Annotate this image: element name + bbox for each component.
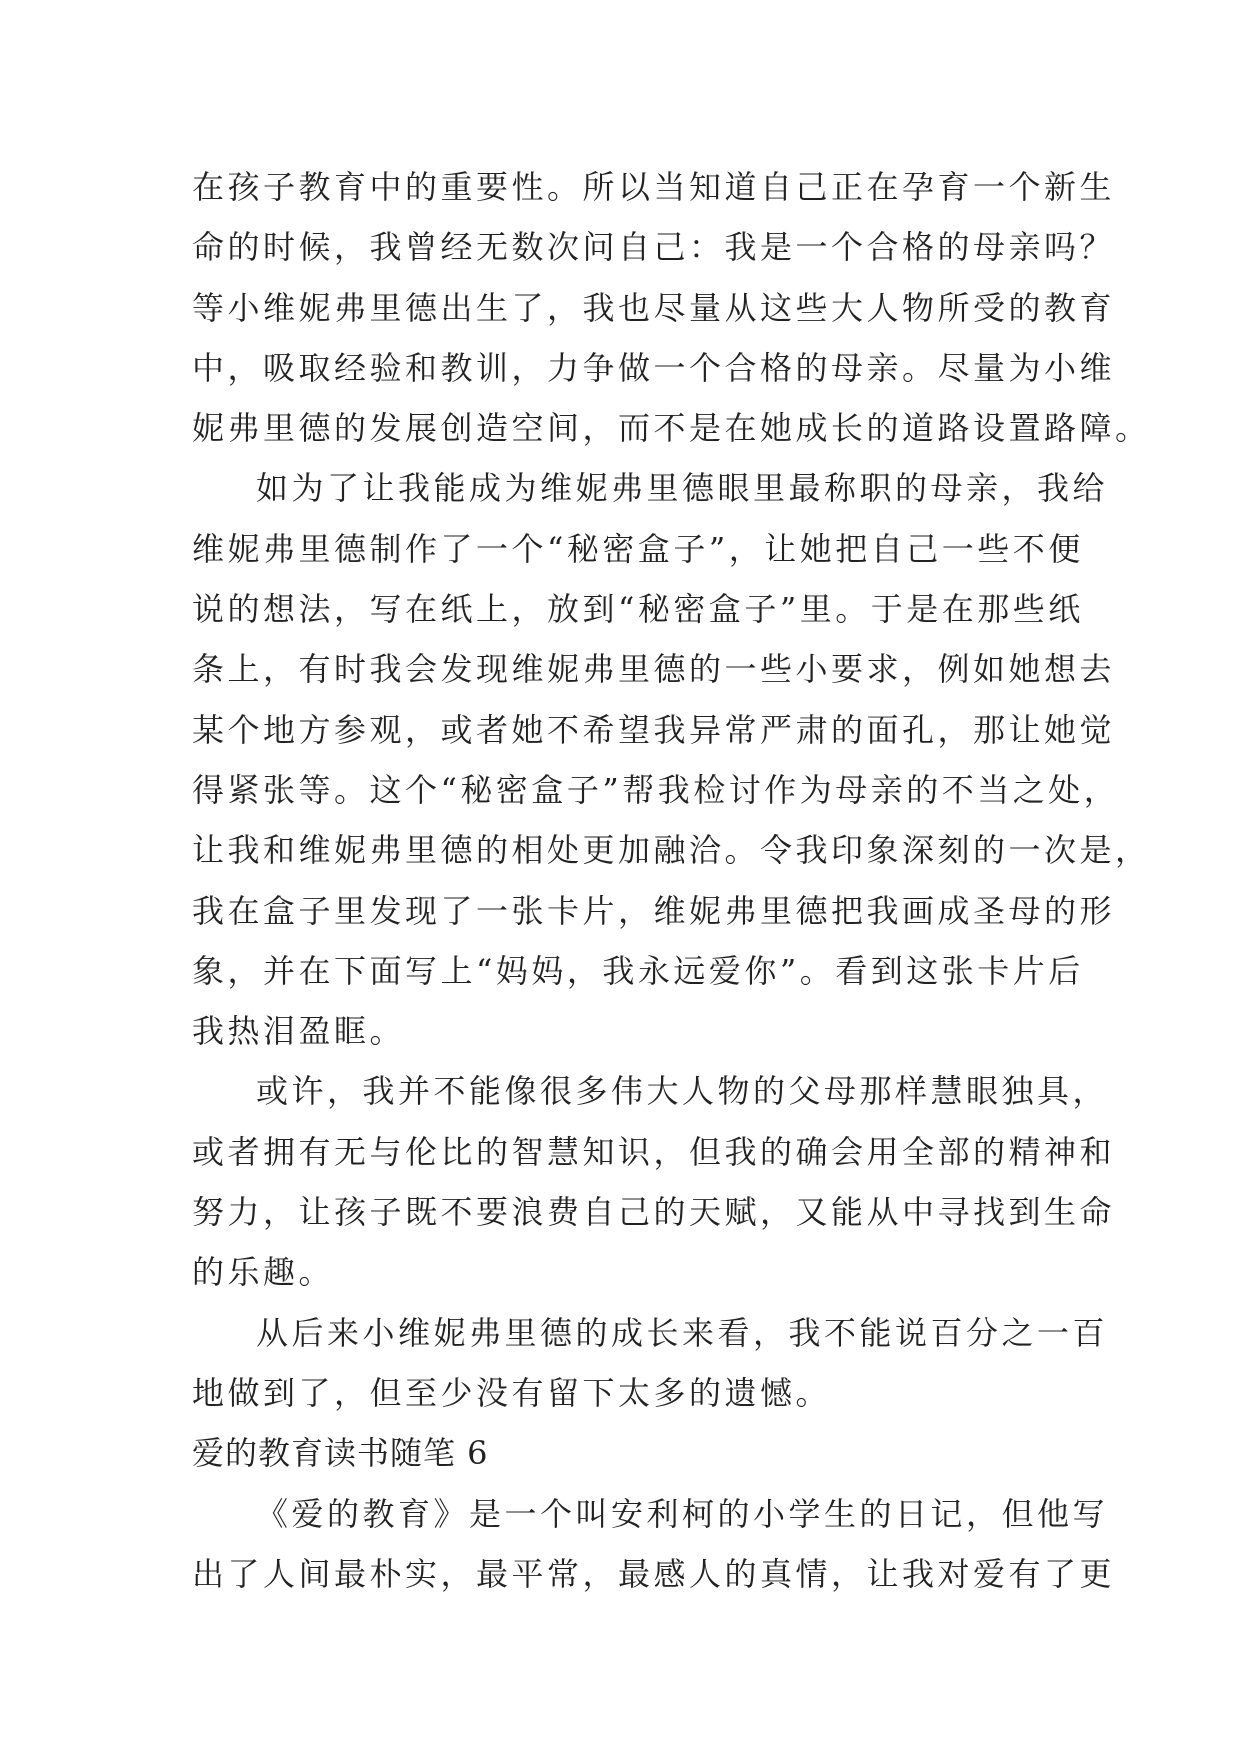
text-line: 出了人间最朴实，最平常，最感人的真情，让我对爱有了更 xyxy=(192,1554,1116,1593)
text-line: 我在盒子里发现了一张卡片，维妮弗里德把我画成圣母的形 xyxy=(192,891,1116,930)
text-line: 在孩子教育中的重要性。所以当知道自己正在孕育一个新生 xyxy=(192,168,1116,206)
text-line: 命的时候，我曾经无数次问自己：我是一个合格的母亲吗？ xyxy=(192,228,1116,267)
text-line: 我热泪盈眶。 xyxy=(192,1012,406,1051)
paragraph xyxy=(192,458,1151,1061)
text-line: 维妮弗里德制作了一个“秘密盒子”，让她把自己一些不便 xyxy=(192,529,1084,568)
section-title xyxy=(192,1423,1050,1483)
text-line: 的乐趣。 xyxy=(192,1253,335,1292)
text-line: 等小维妮弗里德出生了，我也尽量从这些大人物所受的教育 xyxy=(192,288,1116,327)
text-line: 中，吸取经验和教训，力争做一个合格的母亲。尽量为小维 xyxy=(192,348,1116,387)
text-line: 如为了让我能成为维妮弗里德眼里最称职的母亲，我给 xyxy=(256,469,1109,508)
text-line: 妮弗里德的发展创造空间，而不是在她成长的道路设置路障。 xyxy=(192,409,1151,448)
text-line: 或者拥有无与伦比的智慧知识，但我的确会用全部的精神和 xyxy=(192,1132,1116,1171)
text-line: 地做到了，但至少没有留下太多的遗憾。 xyxy=(192,1373,832,1412)
paragraph xyxy=(192,1061,1116,1302)
text-line: 或许，我并不能像很多伟大人物的父母那样慧眼独具， xyxy=(256,1072,1109,1111)
text-line: 《爱的教育》是一个叫安利柯的小学生的日记，但他写 xyxy=(256,1494,1109,1533)
text-line: 得紧张等。这个“秘密盒子”帮我检讨作为母亲的不当之处， xyxy=(192,770,1120,809)
text-line: 条上，有时我会发现维妮弗里德的一些小要求，例如她想去 xyxy=(192,650,1116,689)
text-line: 某个地方参观，或者她不希望我异常严肃的面孔，那让她觉 xyxy=(192,710,1116,749)
paragraph xyxy=(192,1484,1116,1605)
text-line: 让我和维妮弗里德的相处更加融洽。令我印象深刻的一次是， xyxy=(192,831,1151,870)
document-page xyxy=(192,157,1151,1604)
section-title-text: 爱的教育读书随笔 6 xyxy=(192,1434,489,1473)
text-line: 从后来小维妮弗里德的成长来看，我不能说百分之一百 xyxy=(256,1313,1109,1352)
text-line: 象，并在下面写上“妈妈，我永远爱你”。看到这张卡片后 xyxy=(192,951,1084,990)
paragraph xyxy=(192,1303,1109,1424)
text-line: 说的想法，写在纸上，放到“秘密盒子”里。于是在那些纸 xyxy=(192,590,1084,629)
text-line: 努力，让孩子既不要浪费自己的天赋，又能从中寻找到生命 xyxy=(192,1193,1116,1232)
paragraph xyxy=(192,157,1151,458)
